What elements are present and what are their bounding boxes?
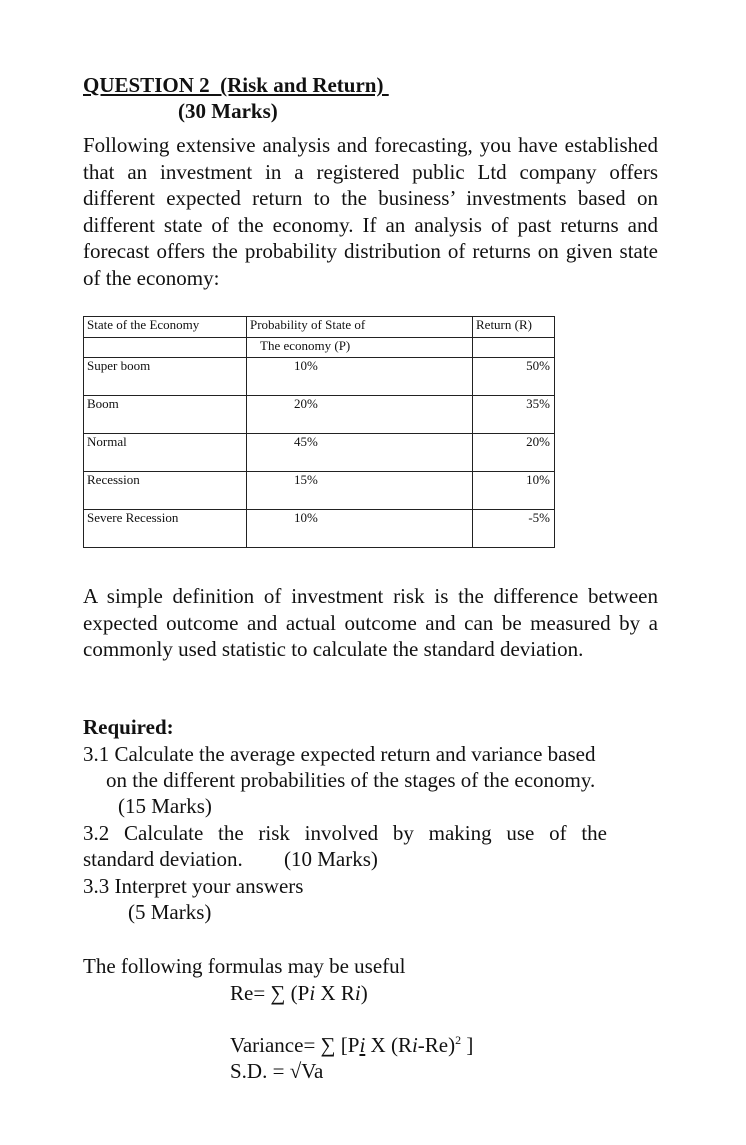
header-state: State of the Economy <box>84 317 247 338</box>
cell-state: Recession <box>84 472 247 510</box>
question-3-1-line2: on the different probabilities of the stages of the economy. <box>106 768 596 792</box>
cell-return: 20% <box>473 434 555 472</box>
header-probability: Probability of State of <box>247 317 473 338</box>
cell-probability: 10% <box>247 510 473 548</box>
question-3-3-marks: (5 Marks) <box>128 900 212 924</box>
question-3-2-line1: 3.2 Calculate the risk involved by making use of the <box>83 821 607 845</box>
header-return: Return (R) <box>473 317 555 338</box>
table-row <box>84 510 555 548</box>
expected-return-formula: Re= ∑ (Pi X Ri) <box>230 981 368 1005</box>
cell-return: 10% <box>473 472 555 510</box>
required-heading: Required: <box>83 715 174 739</box>
cell-probability: 10% <box>247 358 473 396</box>
variance-formula: Variance= ∑ [Pi X $(Ri-Re)^2$ ] <box>230 1033 474 1057</box>
table-row <box>84 396 555 434</box>
standard-deviation-formula: S.D. = √Va <box>230 1059 324 1083</box>
header-probability-line2: The economy (P) <box>247 338 473 358</box>
cell-probability: 20% <box>247 396 473 434</box>
question-3-1-line1: 3.1 Calculate the average expected return and variance based <box>83 742 596 766</box>
question-3-2-marks: (10 Marks) <box>284 847 378 871</box>
probability-distribution-table <box>83 316 555 548</box>
table-header-row-2 <box>84 338 555 358</box>
cell-state: Severe Recession <box>84 510 247 548</box>
cell-state: Normal <box>84 434 247 472</box>
cell-probability: 15% <box>247 472 473 510</box>
question-3-3-line1: 3.3 Interpret your answers <box>83 874 304 898</box>
cell-state: Boom <box>84 396 247 434</box>
table-header-row <box>84 317 555 338</box>
table-row <box>84 358 555 396</box>
question-title: QUESTION 2 (Risk and Return) <box>83 73 389 97</box>
cell-probability: 45% <box>247 434 473 472</box>
table-row <box>84 434 555 472</box>
cell-state: Super boom <box>84 358 247 396</box>
table-row <box>84 472 555 510</box>
cell-return: -5% <box>473 510 555 548</box>
intro-paragraph: Following extensive analysis and forecasting, you have established that an investment in a registered public Ltd company offers different expected return to the business’ investments based on different state of the economy. If an analysis of past returns and forecast offers the probability distribution of returns on given state of the economy: <box>83 133 658 290</box>
cell-return: 50% <box>473 358 555 396</box>
question-marks: (30 Marks) <box>178 99 278 123</box>
risk-definition-paragraph: A simple definition of investment risk is the difference between expected outcome and actual outcome and can be measured by a commonly used statistic to calculate the standard deviation. <box>83 584 658 661</box>
cell-return: 35% <box>473 396 555 434</box>
question-3-2-line2: standard deviation. <box>83 847 243 871</box>
question-3-1-marks: (15 Marks) <box>118 794 212 818</box>
formulas-intro: The following formulas may be useful <box>83 954 406 978</box>
